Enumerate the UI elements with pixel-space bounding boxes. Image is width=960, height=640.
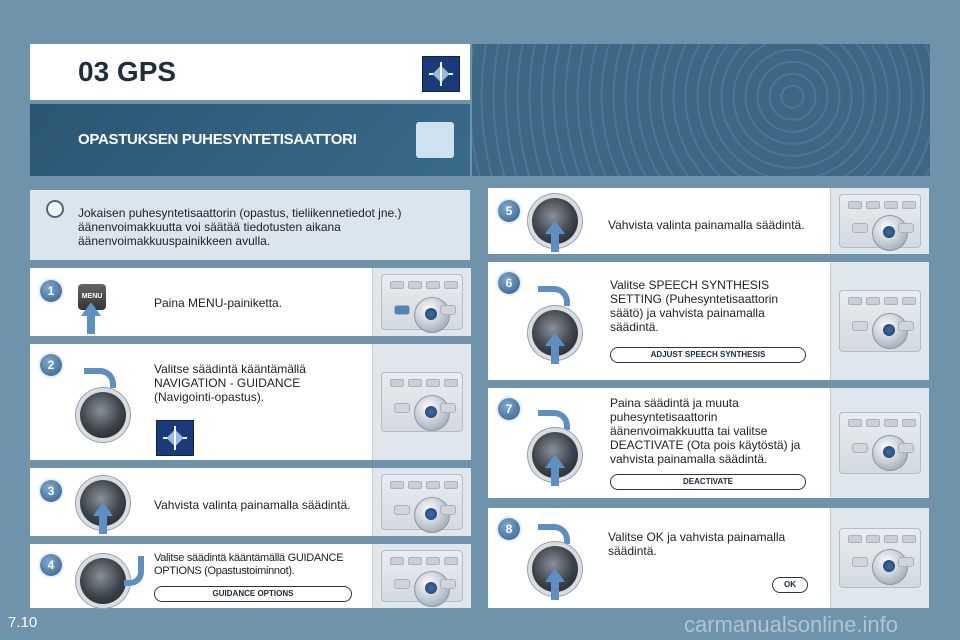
- tip-text: Jokaisen puhesyntetisaattorin (opastus, tieliikennetiedot jne.) äänenvoimakkuutta voi säätää tiedotusten aikana äänenvoimakkuuspainikkeen avulla.: [78, 206, 402, 248]
- menu-option-pill: GUIDANCE OPTIONS: [154, 586, 352, 602]
- menu-button: MENU: [78, 284, 106, 310]
- press-arrow-up: [545, 568, 565, 582]
- section-title: 03 GPS: [78, 56, 177, 87]
- dashboard-panel: [372, 268, 471, 336]
- dashboard-panel: [372, 544, 471, 608]
- press-arrow-up: [93, 502, 113, 516]
- menu-option-pill: OK: [772, 577, 808, 593]
- press-arrow-shaft: [551, 234, 559, 252]
- step-text: Paina säädintä ja muuta puhesyntetisaattorin äänenvoimakkuutta tai valitse DEACTIVATE (Ota pois käytöstä) ja vahvista painamalla säädintä.: [610, 396, 801, 466]
- page-number: 7.10: [8, 614, 38, 631]
- step-text: Valitse säädintä kääntämällä NAVIGATION - GUIDANCE (Navigointi-opastus).: [154, 362, 306, 404]
- press-arrow-up: [545, 454, 565, 468]
- press-arrow-shaft: [99, 516, 107, 534]
- watermark: carmanualsonline.info: [684, 612, 899, 637]
- dashboard-panel: [372, 344, 471, 460]
- dashboard-panel: [372, 468, 471, 536]
- dashboard-panel: [830, 508, 929, 608]
- press-arrow-shaft: [87, 316, 95, 334]
- speech-icon: [416, 122, 454, 158]
- step-number: 1: [40, 280, 62, 302]
- gps-icon: [156, 420, 194, 456]
- step-number: 5: [498, 200, 520, 222]
- press-arrow-shaft: [551, 346, 559, 364]
- step-text: Vahvista valinta painamalla säädintä.: [154, 498, 351, 512]
- dashboard-panel: [830, 388, 929, 498]
- dashboard-panel: [830, 262, 929, 380]
- step-number: 7: [498, 398, 520, 420]
- step-text: Vahvista valinta painamalla säädintä.: [608, 218, 805, 232]
- step-text: Valitse SPEECH SYNTHESIS SETTING (Puhesyntetisaattorin säätö) ja vahvista painamalla säädintä.: [610, 278, 779, 334]
- page-subtitle: OPASTUKSEN PUHESYNTETISAATTORI: [78, 131, 357, 148]
- press-arrow-up: [545, 220, 565, 234]
- step-number: 6: [498, 272, 520, 294]
- step-number: 8: [498, 518, 520, 540]
- menu-option-pill: ADJUST SPEECH SYNTHESIS: [610, 347, 806, 363]
- gps-icon: [422, 56, 460, 92]
- press-arrow-shaft: [551, 468, 559, 486]
- press-arrow-shaft: [551, 582, 559, 600]
- control-knob: [80, 392, 126, 438]
- menu-option-pill: DEACTIVATE: [610, 474, 806, 490]
- map-background: [472, 44, 930, 176]
- step-text: Valitse säädintä kääntämällä GUIDANCE OPTIONS (Opastustoiminnot).: [154, 552, 344, 577]
- lightbulb-icon: [46, 200, 64, 218]
- press-arrow-up: [81, 302, 101, 316]
- step-text: Paina MENU-painiketta.: [154, 296, 283, 310]
- step-number: 2: [40, 354, 62, 376]
- press-arrow-up: [545, 332, 565, 346]
- step-text: Valitse OK ja vahvista painamalla säädintä.: [608, 530, 786, 558]
- step-number: 4: [40, 554, 62, 576]
- step-number: 3: [40, 480, 62, 502]
- dashboard-panel: [830, 188, 929, 254]
- control-knob: [80, 558, 126, 604]
